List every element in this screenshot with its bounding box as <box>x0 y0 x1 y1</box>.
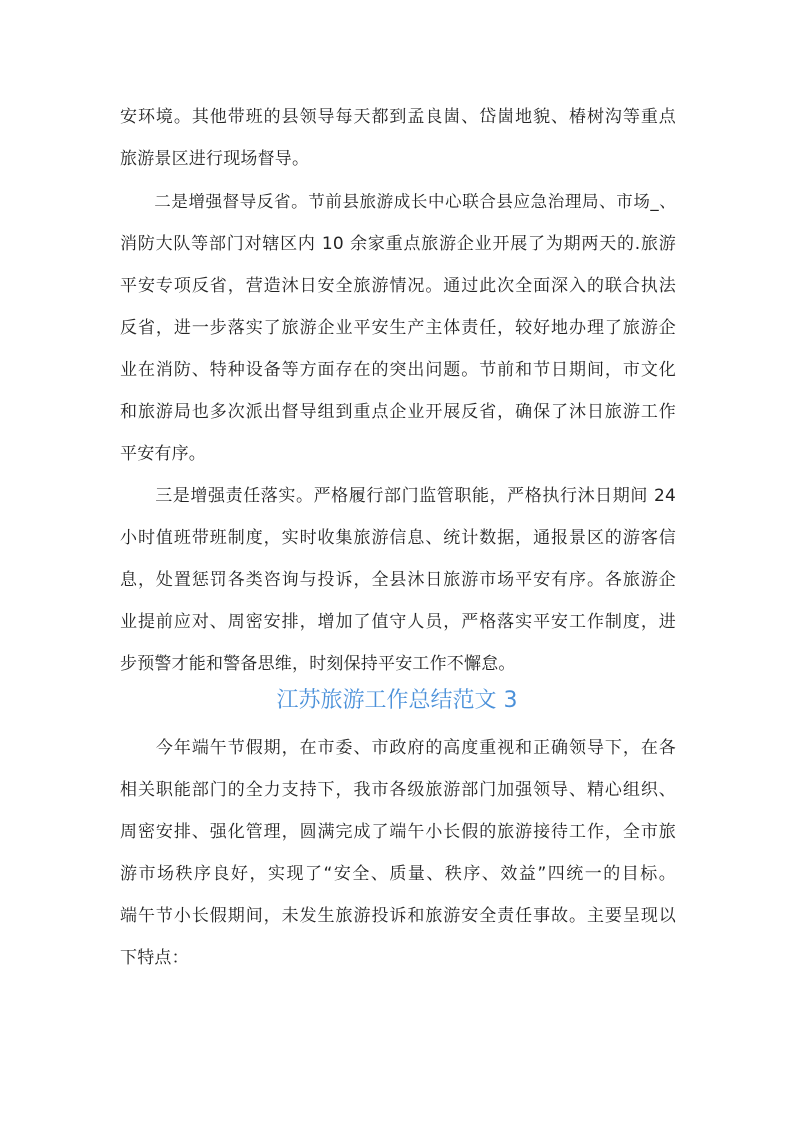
text-line: 今年端午节假期，在市委、市政府的高度重视和正确领导下，在各 <box>120 738 676 758</box>
text-line: 平安有序。 <box>120 444 206 464</box>
text-line: 二是增强督导反省。节前县旅游成长中心联合县应急治理局、市场_、 <box>120 192 676 211</box>
text-line: 和旅游局也多次派出督导组到重点企业开展反省，确保了沐日旅游工作 <box>120 402 676 422</box>
text-line: 三是增强责任落实。严格履行部门监管职能，严格执行沐日期间 24 <box>120 486 676 506</box>
text-line: 端午节小长假期间，未发生旅游投诉和旅游安全责任事故。主要呈现以 <box>120 906 676 926</box>
text-line: 安环境。其他带班的县领导每天都到孟良崮、岱崮地貌、椿树沟等重点 <box>120 107 676 127</box>
text-line: 反省，进一步落实了旅游企业平安生产主体责任，较好地办理了旅游企 <box>120 318 676 338</box>
text-line: 小时值班带班制度，实时收集旅游信息、统计数据，通报景区的游客信 <box>120 528 676 548</box>
text-line: 业提前应对、周密安排，增加了值守人员，严格落实平安工作制度，进 <box>120 612 676 632</box>
text-line: 息，处置惩罚各类咨询与投诉，全县沐日旅游市场平安有序。各旅游企 <box>120 570 676 590</box>
text-line: 步预警才能和警备思维，时刻保持平安工作不懈怠。 <box>120 654 516 674</box>
text-line: 消防大队等部门对辖区内 10 余家重点旅游企业开展了为期两天的.旅游 <box>120 234 676 254</box>
text-line: 旅游景区进行现场督导。 <box>120 149 310 169</box>
text-line: 游市场秩序良好，实现了“安全、质量、秩序、效益”四统一的目标。 <box>120 864 676 884</box>
text-line: 周密安排、强化管理，圆满完成了端午小长假的旅游接待工作，全市旅 <box>120 822 676 842</box>
text-line: 业在消防、特种设备等方面存在的突出问题。节前和节日期间，市文化 <box>120 360 676 380</box>
text-line: 相关职能部门的全力支持下，我市各级旅游部门加强领导、精心组织、 <box>120 780 676 800</box>
text-line: 下特点： <box>120 948 189 968</box>
text-line: 平安专项反省，营造沐日安全旅游情况。通过此次全面深入的联合执法 <box>120 276 676 296</box>
section-heading: 江苏旅游工作总结范文 3 <box>276 688 518 713</box>
